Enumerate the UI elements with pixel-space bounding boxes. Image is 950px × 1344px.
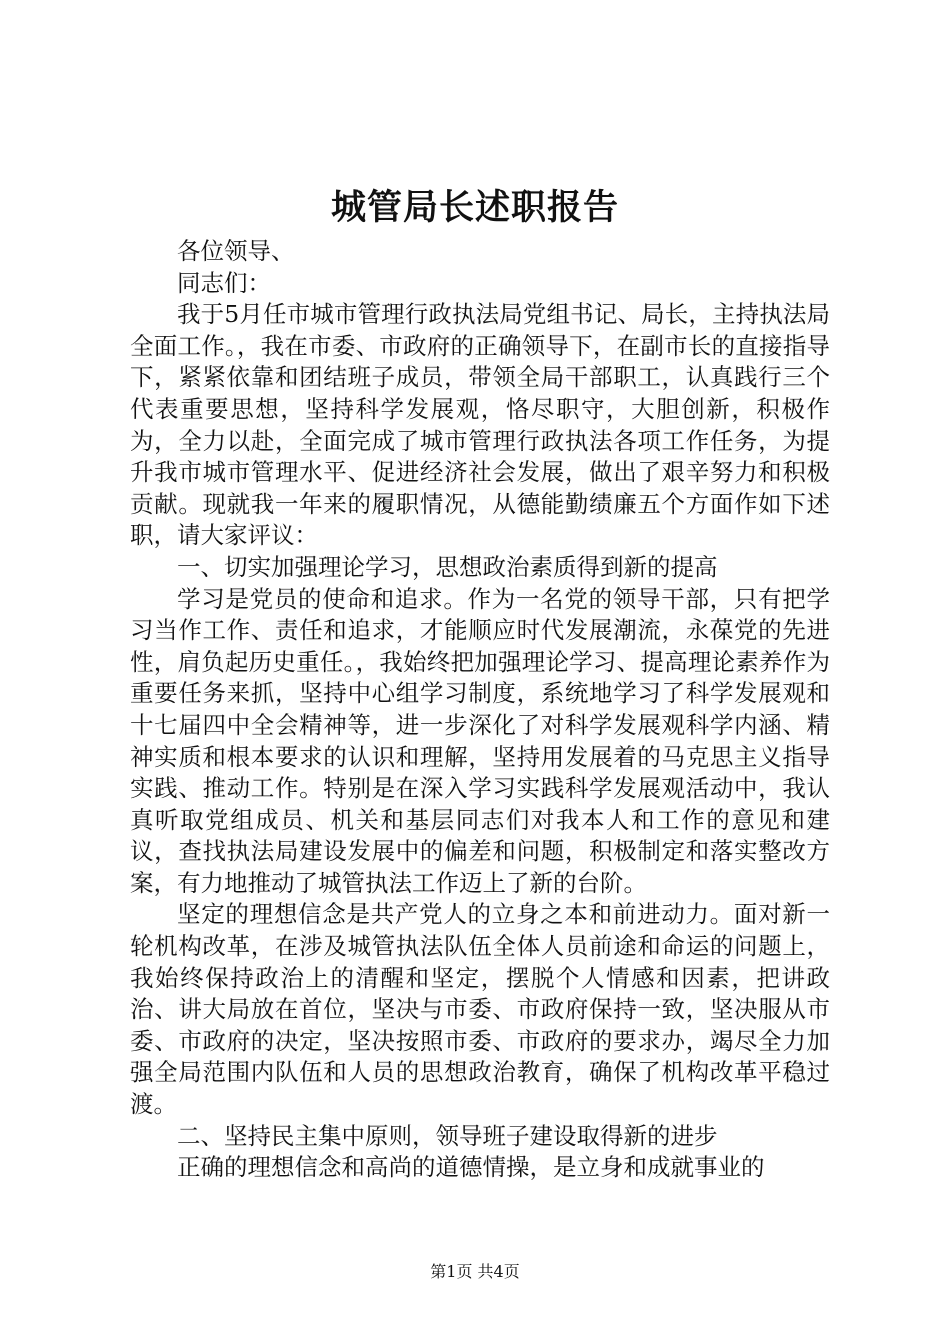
page-footer: 第1页 共4页 (430, 1262, 520, 1281)
document-title: 城管局长述职报告 (330, 187, 619, 228)
document-body (130, 236, 830, 1184)
section-heading-1: 一、切实加强理论学习，思想政治素质得到新的提高 (177, 552, 718, 581)
section-heading-2: 二、坚持民主集中原则，领导班子建设取得新的进步 (177, 1121, 718, 1150)
section-1-paragraph-1: 学习是党员的使命和追求。作为一名党的领导干部，只有把学习当作工作、责任和追求，才能顺应时代发展潮流，永葆党的先进性，肩负起历史重任。，我始终把加强理论学习、提高理论素养作为重要任务来抓，坚持中心组学习制度，系统地学习了科学发展观和十七届四中全会精神等，进一步深化了对科学发展观科学内涵、精神实质和根本要求的认识和理解，坚持用发展着的马克思主义指导实践、推动工作。特别是在深入学习实践科学发展观活动中，我认真听取党组成员、机关和基层同志们对我本人和工作的意见和建议，查找执法局建设发展中的偏差和问题，积极制定和落实整改方案，有力地推动了城管执法工作迈上了新的台阶。 (130, 584, 830, 897)
section-1-paragraph-2: 坚定的理想信念是共产党人的立身之本和前进动力。面对新一轮机构改革，在涉及城管执法队伍全体人员前途和命运的问题上，我始终保持政治上的清醒和坚定，摆脱个人情感和因素，把讲政治、讲大局放在首位，坚决与市委、市政府保持一致，坚决服从市委、市政府的决定，坚决按照市委、市政府的要求办，竭尽全力加强全局范围内队伍和人员的思想政治教育，确保了机构改革平稳过渡。 (130, 900, 830, 1119)
intro-paragraph: 我于5月任市城市管理行政执法局党组书记、局长，主持执法局全面工作。，我在市委、市政府的正确领导下，在副市长的直接指导下，紧紧依靠和团结班子成员，带领全局干部职工，认真践行三个代表重要思想，坚持科学发展观，恪尽职守，大胆创新，积极作为，全力以赴，全面完成了城市管理行政执法各项工作任务，为提升我市城市管理水平、促进经济社会发展，做出了艰辛努力和积极贡献。现就我一年来的履职情况，从德能勤绩廉五个方面作如下述职，请大家评议： (130, 300, 830, 550)
section-2-paragraph-1: 正确的理想信念和高尚的道德情操，是立身和成就事业的 (177, 1153, 765, 1182)
salutation-line-1: 各位领导、 (177, 237, 295, 265)
salutation-line-2: 同志们： (177, 268, 271, 297)
